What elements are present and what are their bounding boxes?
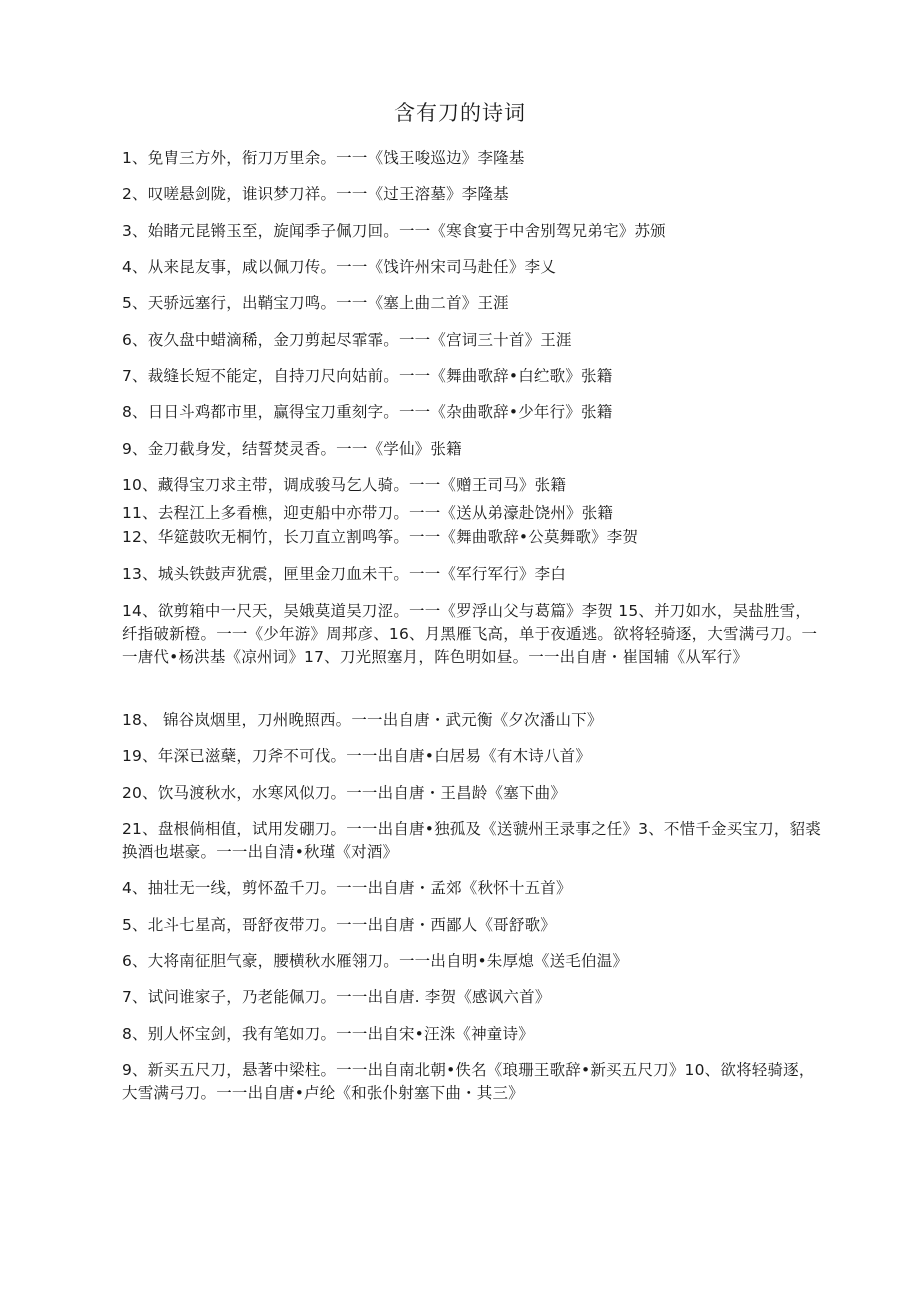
poem-line-18: 18、 锦谷岚烟里，刀州晚照西。一一出自唐・武元衡《夕次潘山下》 [122, 711, 603, 729]
poem-line-13: 13、城头铁鼓声犹震，匣里金刀血未干。一一《军行军行》李白 [122, 565, 567, 583]
poem-line-19: 19、年深已滋蘖，刀斧不可伐。一一出自唐•白居易《有木诗八首》 [122, 747, 592, 765]
document-title: 含有刀的诗词 [394, 101, 526, 125]
poem-paragraph-21: 21、盘根倘相值，试用发硼刀。一一出自唐•独孤及《送虢州王录事之任》3、不惜千金买宝刀，貂裘换酒也堪豪。一一出自清•秋瑾《对酒》 [122, 820, 821, 861]
poem-line-4b: 4、抽壮无一线，剪怀盈千刀。一一出自唐・孟郊《秋怀十五首》 [122, 879, 572, 897]
poem-line-11: 11、去程江上多看樵，迎吏船中亦带刀。一一《送从弟濠赴饶州》张籍 [122, 504, 614, 522]
poem-line-3: 3、始睹元昆锵玉至，旋闻季子佩刀回。一一《寒食宴于中舍别驾兄弟宅》苏颁 [122, 222, 666, 240]
poem-line-20: 20、饮马渡秋水，水寒风似刀。一一出自唐・王昌龄《塞下曲》 [122, 784, 567, 802]
poem-line-7b: 7、试问谁家子，乃老能佩刀。一一出自唐. 李贺《感讽六首》 [122, 988, 551, 1006]
poem-line-4: 4、从来昆友事，咸以佩刀传。一一《饯许州宋司马赴任》李乂 [122, 258, 556, 276]
poem-line-2: 2、叹嗟悬剑陇，谁识梦刀祥。一一《过王溶墓》李隆基 [122, 185, 509, 203]
poem-line-5b: 5、北斗七星高，哥舒夜带刀。一一出自唐・西鄙人《哥舒歌》 [122, 916, 556, 934]
poem-line-7: 7、裁缝长短不能定，自持刀尺向姑前。一一《舞曲歌辞•白纻歌》张籍 [122, 367, 613, 385]
poem-line-8b: 8、别人怀宝剑，我有笔如刀。一一出自宋•汪洙《神童诗》 [122, 1025, 534, 1043]
poem-line-5: 5、天骄远塞行，出鞘宝刀鸣。一一《塞上曲二首》王涯 [122, 294, 509, 312]
poem-line-1: 1、免胄三方外，衔刀万里余。一一《饯王唆巡边》李隆基 [122, 149, 525, 167]
poem-line-12: 12、华筵鼓吹无桐竹，长刀直立割鸣筝。一一《舞曲歌辞•公莫舞歌》李贺 [122, 528, 639, 546]
poem-paragraph-9b: 9、新买五尺刀，悬著中梁柱。一一出自南北朝•佚名《琅珊王歌辞•新买五尺刀》10、欲将轻骑逐，大雪满弓刀。一一出自唐•卢纶《和张仆射塞下曲・其三》 [122, 1061, 815, 1102]
poem-paragraph-14-17: 14、欲剪箱中一尺天，吴娥莫道吴刀涩。一一《罗浮山父与葛篇》李贺 15、并刀如水，吴盐胜雪，纤指破新橙。一一《少年游》周邦彦、16、月黑雁飞高，单于夜遁逃。欲将轻骑逐，大雪满弓刀。一一唐代•杨洪基《凉州词》17、刀光照塞月，阵色明如昼。一一出自唐・崔国辅《从军行》 [122, 602, 818, 666]
poem-line-10: 10、藏得宝刀求主带，调成骏马乞人骑。一一《赠王司马》张籍 [122, 476, 567, 494]
poem-line-6b: 6、大将南征胆气豪，腰横秋水雁翎刀。一一出自明•朱厚熄《送毛伯温》 [122, 952, 629, 970]
poem-line-6: 6、夜久盘中蜡滴稀，金刀剪起尽霏霏。一一《宫词三十首》王涯 [122, 331, 572, 349]
poem-line-8: 8、日日斗鸡都市里，赢得宝刀重刻字。一一《杂曲歌辞•少年行》张籍 [122, 403, 613, 421]
poem-line-9: 9、金刀截身发，结誓焚灵香。一一《学仙》张籍 [122, 440, 462, 458]
